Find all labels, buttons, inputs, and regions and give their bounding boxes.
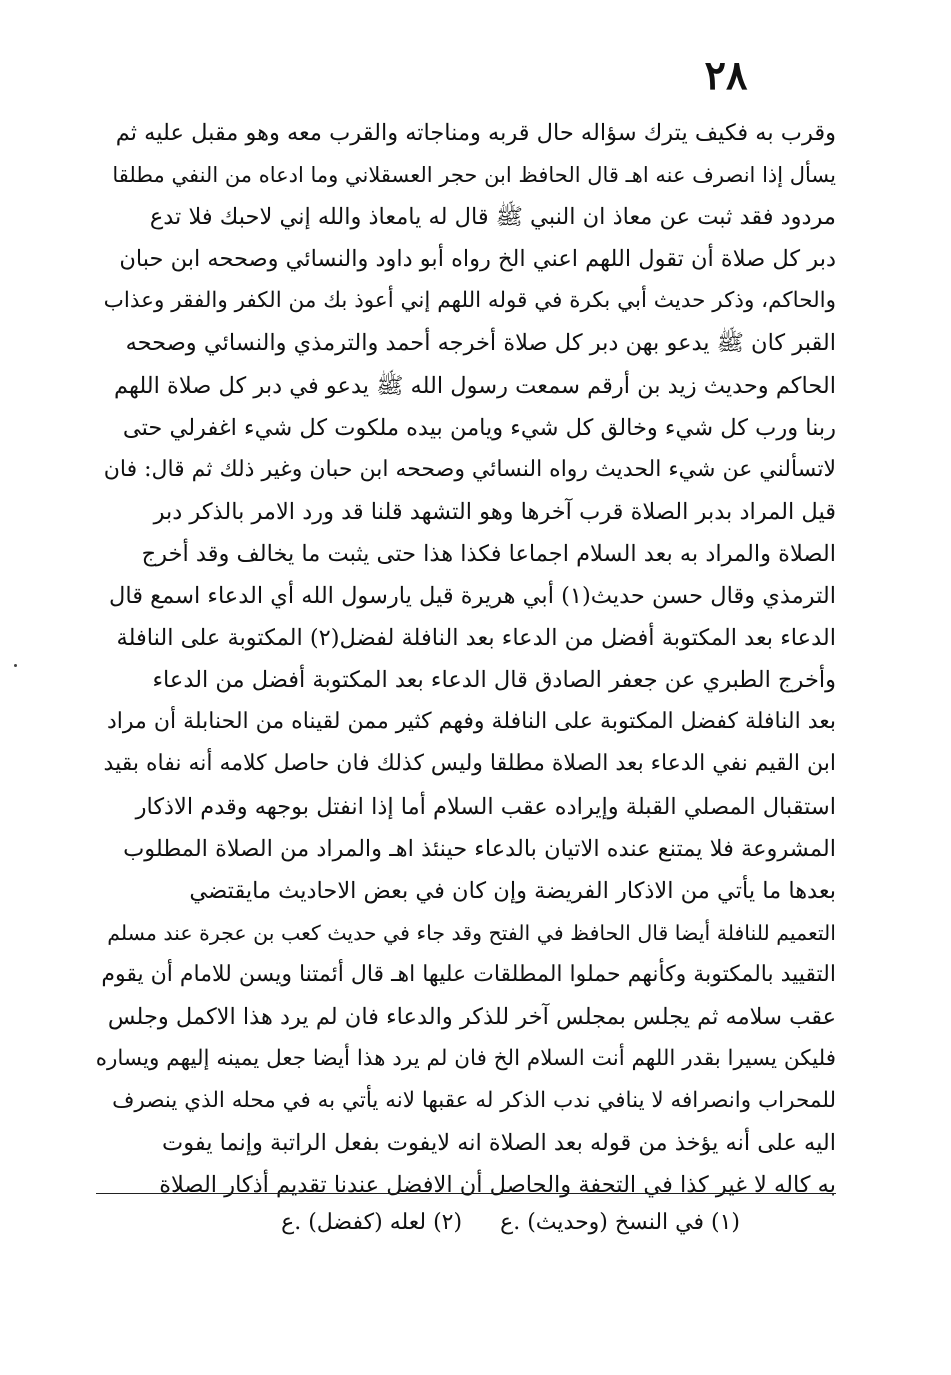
text-line: الصلاة والمراد به بعد السلام اجماعا فكذا هذا حتى يثبت ما يخالف وقد أخرج [141, 540, 836, 567]
text-line: به كاله لا غير كذا في التحفة والحاصل أن الافضل عندنا تقديم أذكار الصلاة [159, 1172, 836, 1199]
text-line: استقبال المصلي القبلة وإيراده عقب السلام أما إذا انفتل بوجهه وقدم الاذكار [135, 793, 836, 820]
text-line: عقب سلامه ثم يجلس بمجلس آخر للذكر والدعاء فان لم يرد هذا الاكمل وجلس [107, 1003, 836, 1030]
text-line: الدعاء بعد المكتوبة أفضل من الدعاء بعد النافلة لفضل(٢) المكتوبة على النافلة [116, 625, 836, 652]
text-line: للمحراب وانصرافه لا ينافي ندب الذكر له عقبها لانه يأتي به في محله الذي ينصرف [112, 1088, 836, 1114]
text-line: المشروعة فلا يمتنع عنده الاتيان بالدعاء حينئذ اهـ والمراد من الصلاة المطلوب [123, 835, 836, 862]
text-line: التقييد بالمكتوبة وكأنهم حملوا المطلقات عليها اهـ قال أئمتنا ويسن للامام أن يقوم [101, 961, 836, 987]
footnote-1: (١) في النسخ (وحديث) .ع [500, 1210, 740, 1235]
text-line: لاتسألني عن شيء الحديث رواه النسائي وصححه ابن حبان وغير ذلك ثم قال: فان [103, 456, 836, 482]
footnotes [200, 1207, 740, 1239]
text-line: الحاكم وحديث زيد بن أرقم سمعت رسول الله ﷺ يدعو في دبر كل صلاة اللهم [113, 372, 836, 399]
scan-speck [14, 664, 17, 667]
text-line: دبر كل صلاة أن تقول اللهم اعني الخ رواه أبو داود والنسائي وصححه ابن حبان [119, 246, 836, 273]
page-number: ٢٨ [704, 52, 748, 99]
text-line: مردود فقد ثبت عن معاذ ان النبي ﷺ قال له يامعاذ والله إني لاحبك فلا تدع [149, 204, 836, 231]
text-line: قيل المراد بدبر الصلاة قرب آخرها وهو التشهد قلنا قد ورد الامر بالذكر دبر [153, 498, 836, 525]
footnote-divider [96, 1193, 836, 1194]
text-line: التعميم للنافلة أيضا قال الحافظ في الفتح وقد جاء في حديث كعب بن عجرة عند مسلم [107, 920, 836, 945]
text-line: والحاكم، وذكر حديث أبي بكرة في قوله اللهم إني أعوذ بك من الكفر والفقر وعذاب [103, 288, 836, 314]
text-line: الترمذي وقال حسن حديث(١) أبي هريرة قيل يارسول الله أي الدعاء اسمع قال [109, 583, 836, 610]
text-line: اليه على أنه يؤخذ من قوله بعد الصلاة انه لايفوت بفعل الراتبة وإنما يفوت [162, 1130, 836, 1157]
text-line: بعدها ما يأتي من الاذكار الفريضة وإن كان في بعض الاحاديث مايقتضي [189, 877, 836, 904]
text-line: يسأل إذا انصرف عنه اهـ قال الحافظ ابن حجر العسقلاني وما ادعاه من النفي مطلقا [112, 163, 836, 188]
footnote-2: (٢) لعله (كفضل) .ع [281, 1210, 463, 1235]
main-text [96, 112, 836, 1206]
text-line: ابن القيم نفي الدعاء بعد الصلاة مطلقا وليس كذلك فان حاصل كلامه أنه نفاه بقيد [103, 751, 836, 777]
text-line: فليكن يسيرا بقدر اللهم أنت السلام الخ فان لم يرد هذا أيضا جعل يمينه إليهم ويساره [96, 1046, 836, 1072]
text-line: وقرب به فكيف يترك سؤاله حال قربه ومناجاته والقرب معه وهو مقبل عليه ثم [115, 120, 836, 146]
text-line: وأخرج الطبري عن جعفر الصادق قال الدعاء بعد المكتوبة أفضل من الدعاء [152, 667, 836, 694]
text-line: بعد النافلة كفضل المكتوبة على النافلة وفهم كثير ممن لقيناه من الحنابلة أن مراد [107, 709, 836, 735]
text-line: القبر كان ﷺ يدعو بهن دبر كل صلاة أخرجه أحمد والترمذي والنسائي وصححه [125, 330, 836, 357]
text-line: ربنا ورب كل شيء وخالق كل شيء ويامن بيده ملكوت كل شيء اغفرلي حتى [122, 414, 836, 441]
